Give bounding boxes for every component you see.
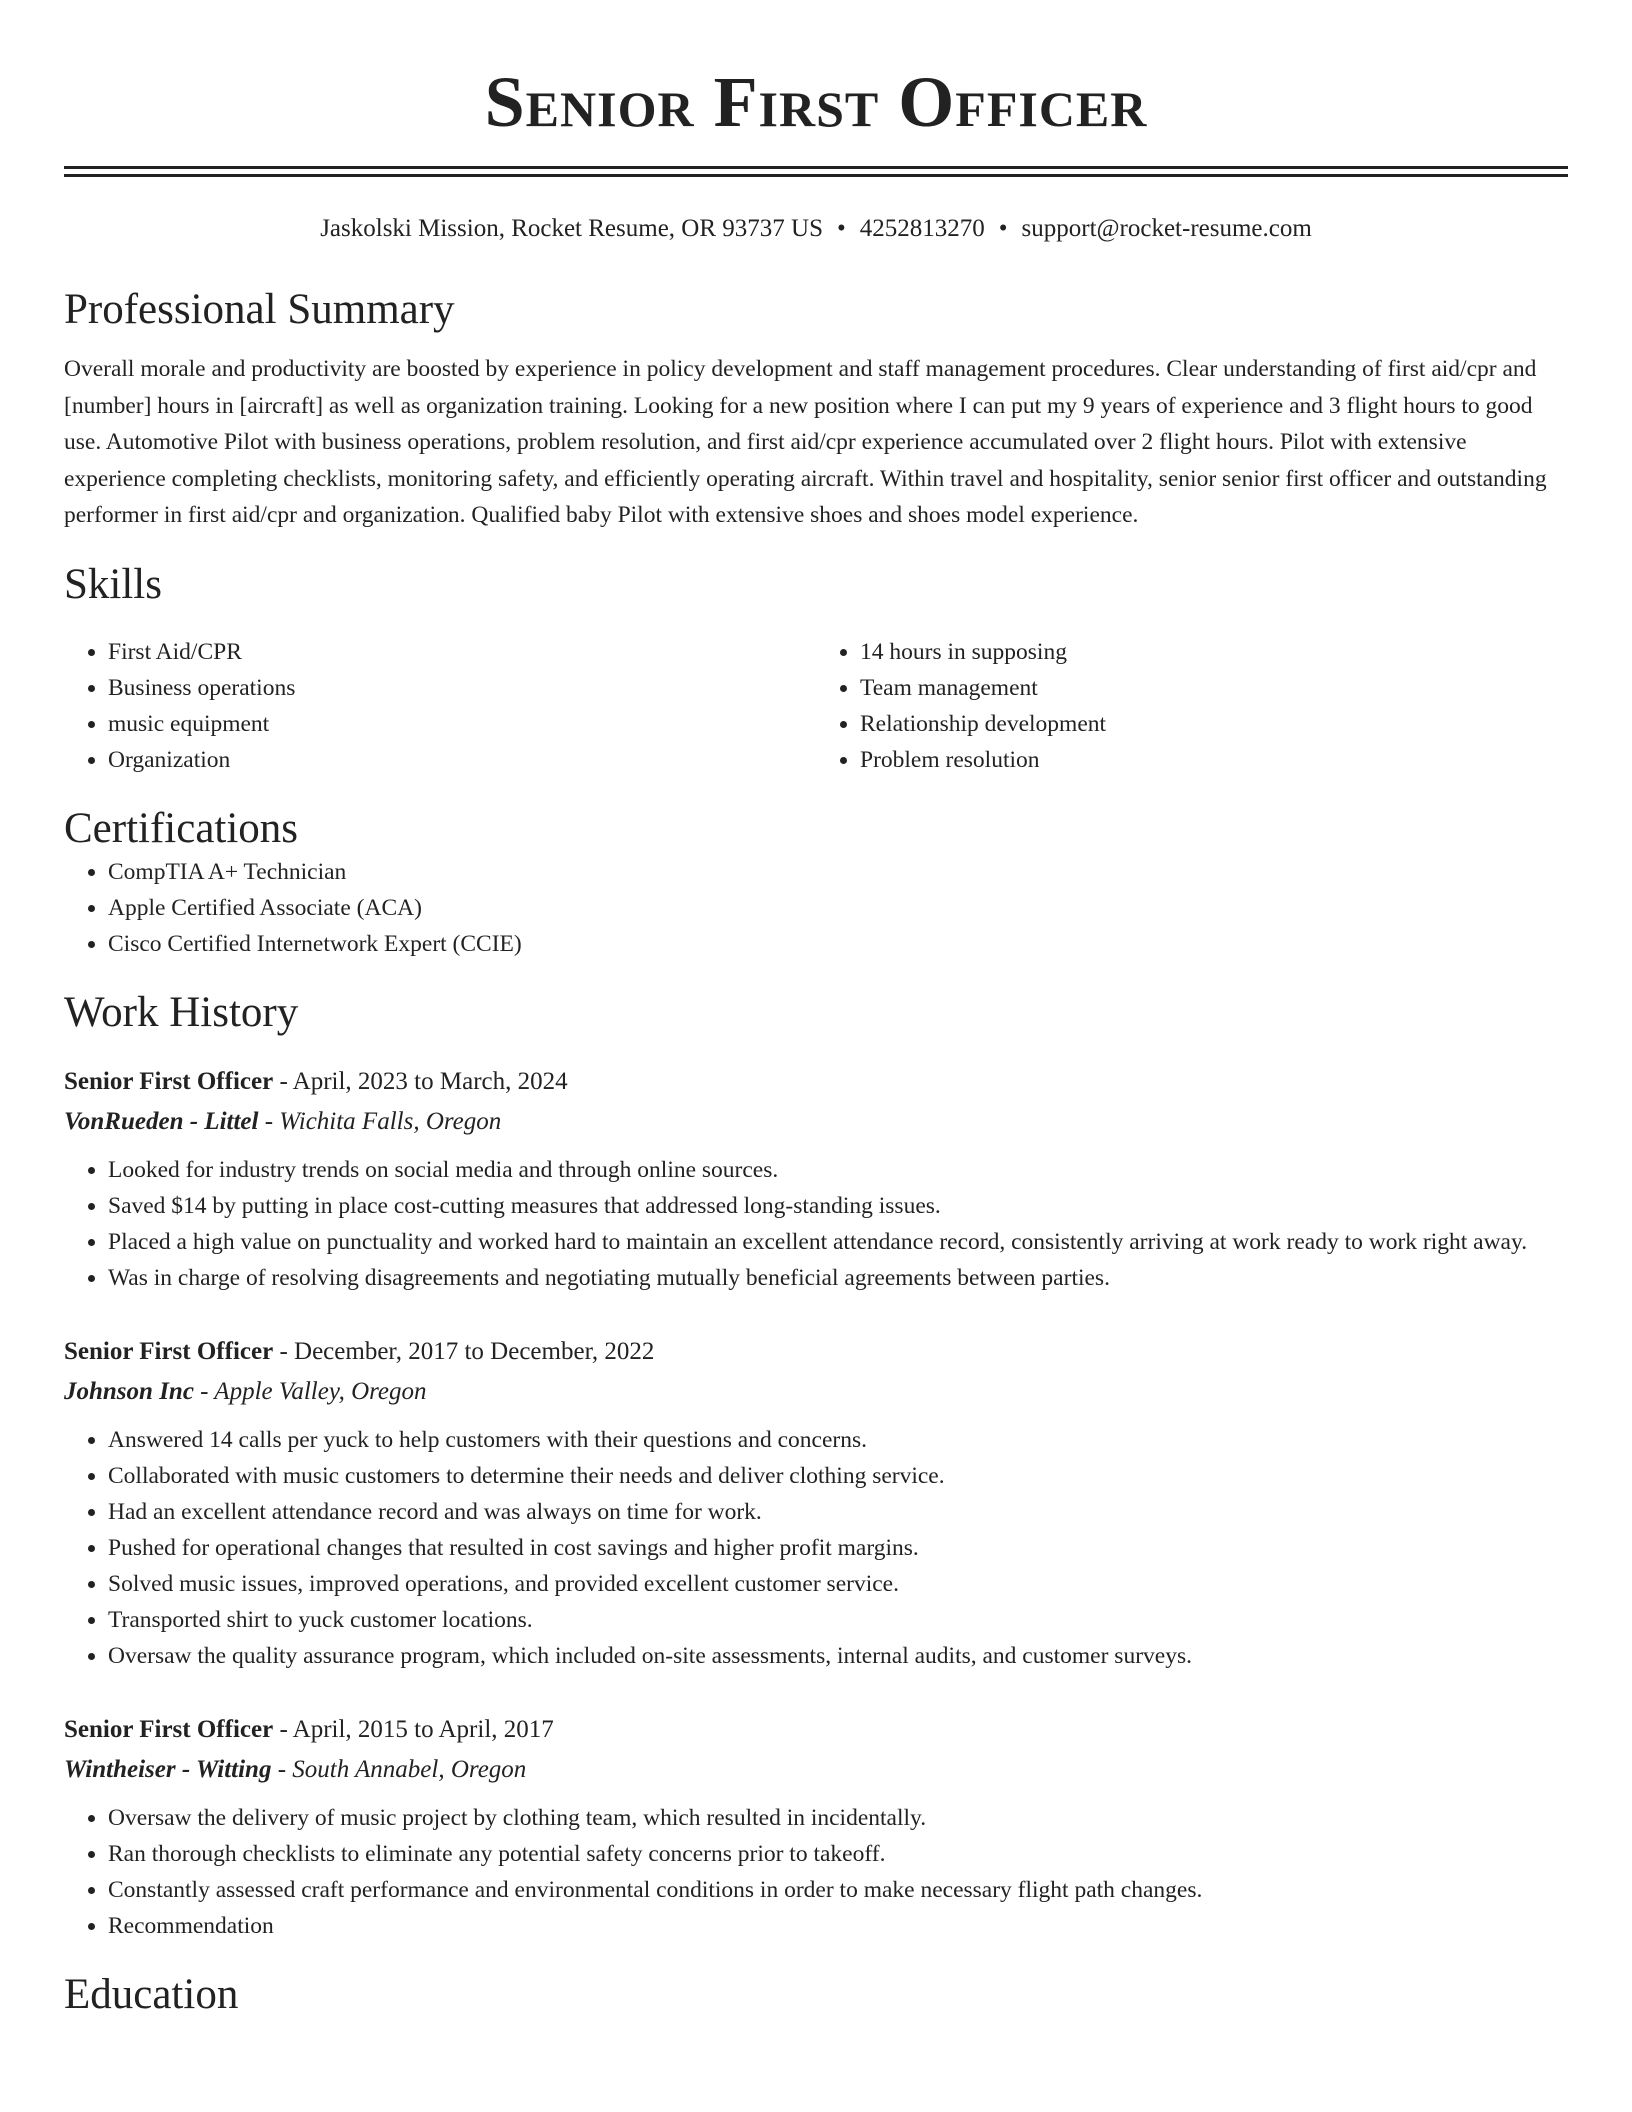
job-location: South Annabel, Oregon [292,1755,527,1783]
skill-item: • Relationship development [860,706,1568,742]
skill-item: • First Aid/CPR [108,634,816,670]
job-duty: • Placed a high value on punctuality and worked hard to maintain an excellent attendance record, consistently arriving at work ready to work right away. [108,1224,1568,1260]
job-entry [64,1710,1568,1944]
certifications-list [64,854,1568,962]
resume-title: Senior First Officer [484,62,1148,142]
contact-separator: • [836,215,846,242]
job-company-line: Wintheiser - Witting - South Annabel, Oregon [64,1755,527,1783]
skills-list-right [816,634,1568,778]
skill-item: • Team management [860,670,1568,706]
job-location: Wichita Falls, Oregon [279,1107,502,1135]
skill-item: • Organization [108,742,816,778]
job-duty: • Transported shirt to yuck customer locations. [108,1602,1568,1638]
certification-item: • Apple Certified Associate (ACA) [108,890,1568,926]
job-duty: • Oversaw the quality assurance program, which included on-site assessments, internal audits, and customer surveys. [108,1638,1568,1674]
job-company: Wintheiser - Witting [64,1755,272,1783]
job-role: Senior First Officer [64,1337,274,1365]
job-duty: • Was in charge of resolving disagreements and negotiating mutually beneficial agreements between parties. [108,1260,1568,1296]
job-entry [64,1332,1568,1674]
certification-item: • CompTIA A+ Technician [108,854,1568,890]
job-duty: • Pushed for operational changes that resulted in cost savings and higher profit margins. [108,1530,1568,1566]
work-history-heading: Work History [64,988,299,1036]
job-title-line: Senior First Officer - December, 2017 to December, 2022 [64,1337,655,1365]
job-duty: • Collaborated with music customers to determine their needs and deliver clothing service. [108,1458,1568,1494]
job-duty: • Constantly assessed craft performance and environmental conditions in order to make necessary flight path changes. [108,1872,1568,1908]
title-divider-top [64,166,1568,169]
certifications-heading: Certifications [64,804,299,852]
job-dates: December, 2017 to December, 2022 [294,1337,655,1365]
contact-separator: • [998,215,1008,242]
job-company: Johnson Inc [64,1377,194,1405]
job-duty: • Saved $14 by putting in place cost-cutting measures that addressed long-standing issues. [108,1188,1568,1224]
job-duties-list [64,1422,1568,1674]
job-duty: • Looked for industry trends on social media and through online sources. [108,1152,1568,1188]
job-duty: • Solved music issues, improved operations, and provided excellent customer service. [108,1566,1568,1602]
job-dates: April, 2015 to April, 2017 [292,1715,554,1743]
job-duty: • Recommendation [108,1908,1568,1944]
summary-heading: Professional Summary [64,286,455,333]
contact-line [64,213,1568,245]
job-duty: • Oversaw the delivery of music project by clothing team, which resulted in incidentally. [108,1800,1568,1836]
skills-columns [64,634,1568,778]
skills-heading: Skills [64,560,162,608]
job-title-line: Senior First Officer - April, 2015 to April, 2017 [64,1715,554,1743]
job-role: Senior First Officer [64,1715,274,1743]
certification-item: • Cisco Certified Internetwork Expert (CCIE) [108,926,1568,962]
job-role: Senior First Officer [64,1067,274,1095]
job-duty: • Had an excellent attendance record and was always on time for work. [108,1494,1568,1530]
contact-email: support@rocket-resume.com [1021,215,1312,242]
job-title-line: Senior First Officer - April, 2023 to March, 2024 [64,1067,568,1095]
job-location: Apple Valley, Oregon [214,1377,427,1405]
job-duties-list [64,1152,1568,1296]
education-heading: Education [64,1970,239,2018]
title-divider-bottom [64,174,1568,177]
job-duty: • Answered 14 calls per yuck to help customers with their questions and concerns. [108,1422,1568,1458]
job-company: VonRueden - Littel [64,1107,259,1135]
skill-item: • music equipment [108,706,816,742]
contact-phone: 4252813270 [859,215,985,242]
contact-address: Jaskolski Mission, Rocket Resume, OR 93737 US [320,215,823,242]
job-company-line: Johnson Inc - Apple Valley, Oregon [64,1377,427,1405]
skill-item: • Business operations [108,670,816,706]
job-company-line: VonRueden - Littel - Wichita Falls, Oregon [64,1107,502,1135]
skill-item: • Problem resolution [860,742,1568,778]
summary-text: Overall morale and productivity are boosted by experience in policy development and staff management procedures. Clear understanding of first aid/cpr and [number] hours in [aircraft] as well as organization training. Looking for a new position where I can put my 9 years of experience and 3 flight hours to good use. Automotive Pilot with business operations, problem resolution, and first aid/cpr experience accumulated over 2 flight hours. Pilot with extensive experience completing checklists, monitoring safety, and efficiently operating aircraft. Within travel and hospitality, senior senior first officer and outstanding performer in first aid/cpr and organization. Qualified baby Pilot with extensive shoes and shoes model experience. [64,356,1547,528]
job-entry [64,1062,1568,1296]
job-duties-list [64,1800,1568,1944]
job-duty: • Ran thorough checklists to eliminate any potential safety concerns prior to takeoff. [108,1836,1568,1872]
skill-item: • 14 hours in supposing [860,634,1568,670]
skills-list-left [64,634,816,778]
job-dates: April, 2023 to March, 2024 [292,1067,568,1095]
